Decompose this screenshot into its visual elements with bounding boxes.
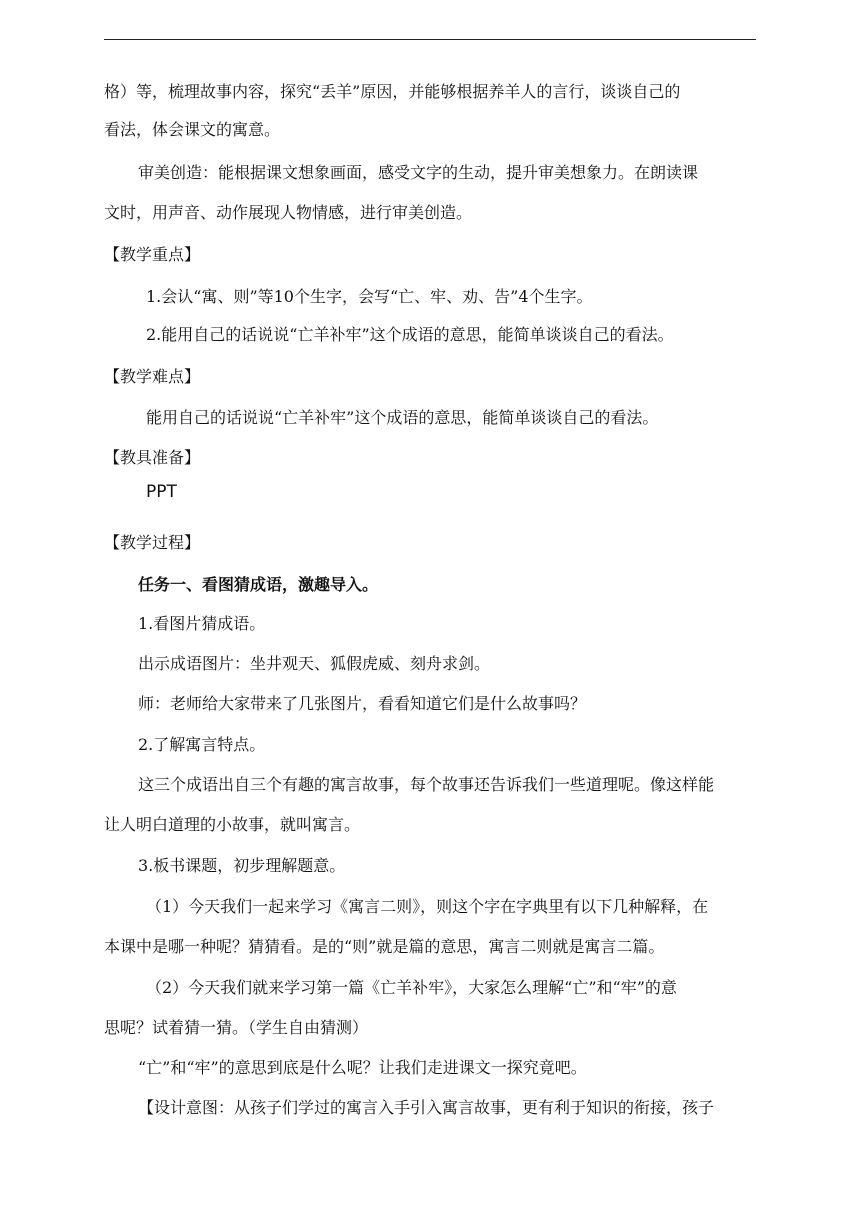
paragraph-line: 师：老师给大家带来了几张图片，看看知道它们是什么故事吗？ (138, 694, 587, 713)
paragraph-line: （2）今天我们就来学习第一篇《亡羊补牢》，大家怎么理解“亡”和“牢”的意 (146, 978, 677, 997)
paragraph-line: 本课中是哪一种呢？猜猜看。是的“则”就是篇的意思，寓言二则就是寓言二篇。 (104, 937, 665, 956)
section-heading: 【教学难点】 (104, 367, 201, 386)
list-item: 1.会认“寓、则”等10个生字，会写“亡、牢、劝、告”4个生字。 (146, 287, 593, 306)
paragraph-line: 看法，体会课文的寓意。 (104, 120, 281, 139)
section-heading: 【教具准备】 (104, 448, 201, 467)
list-item: 1.看图片猜成语。 (138, 614, 266, 633)
paragraph-line: 审美创造：能根据课文想象画面，感受文字的生动，提升审美想象力。在朗读课 (138, 163, 699, 182)
paragraph-line: PPT (146, 482, 177, 502)
list-item: 3.板书课题，初步理解题意。 (138, 856, 346, 875)
list-item: 2.能用自己的话说说“亡羊补牢”这个成语的意思，能简单谈谈自己的看法。 (146, 325, 674, 344)
paragraph-line: 思呢？试着猜一猜。（学生自由猜测） (104, 1018, 369, 1037)
paragraph-line: 能用自己的话说说“亡羊补牢”这个成语的意思，能简单谈谈自己的看法。 (146, 408, 659, 427)
paragraph-line: 让人明白道理的小故事，就叫寓言。 (104, 815, 361, 834)
task-heading: 任务一、看图猜成语，激趣导入。 (138, 575, 379, 594)
section-heading: 【教学重点】 (104, 245, 201, 264)
section-heading: 【教学过程】 (104, 533, 201, 552)
paragraph-line: （1）今天我们一起来学习《寓言二则》，则这个字在字典里有以下几种解释，在 (146, 897, 709, 916)
paragraph-line: 出示成语图片：坐井观天、狐假虎威、刻舟求剑。 (138, 654, 491, 673)
design-intent-line: 【设计意图：从孩子们学过的寓言入手引入寓言故事，更有利于知识的衔接，孩子 (138, 1098, 715, 1117)
header-rule (104, 39, 756, 40)
paragraph-line: 格）等，梳理故事内容，探究“丢羊”原因，并能够根据养羊人的言行，谈谈自己的 (104, 82, 681, 101)
paragraph-line: 文时，用声音、动作展现人物情感，进行审美创造。 (104, 203, 473, 222)
paragraph-line: “亡”和“牢”的意思到底是什么呢？让我们走进课文一探究竟吧。 (138, 1058, 587, 1077)
paragraph-line: 这三个成语出自三个有趣的寓言故事，每个故事还告诉我们一些道理呢。像这样能 (138, 775, 715, 794)
list-item: 2.了解寓言特点。 (138, 735, 266, 754)
